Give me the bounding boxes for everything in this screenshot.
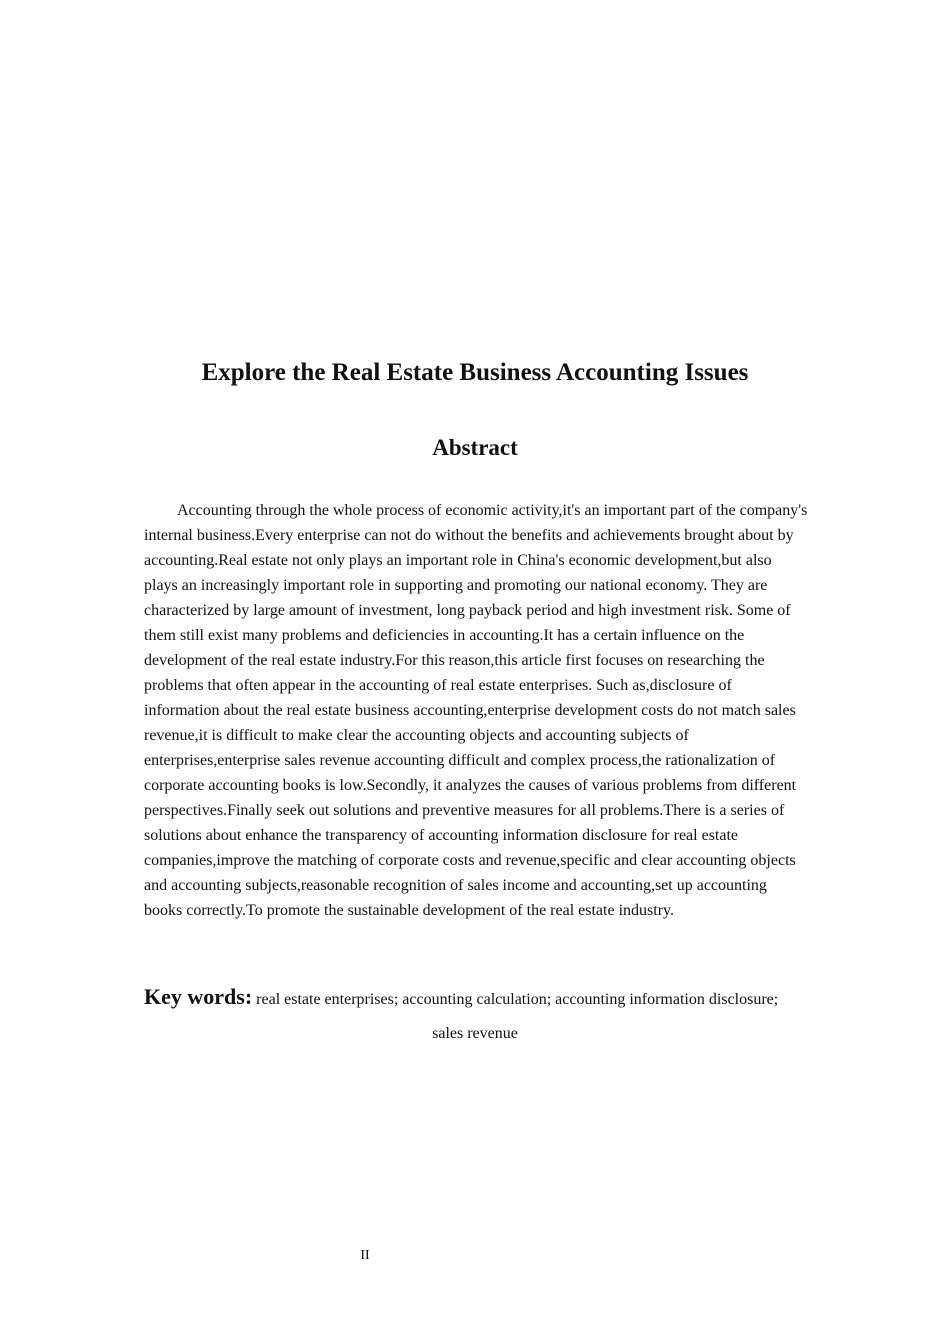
document-title: Explore the Real Estate Business Accounting Issues [201, 359, 749, 386]
page-number: II [360, 1248, 370, 1263]
keywords-label: Key words: [144, 984, 253, 1009]
abstract-heading: Abstract [432, 435, 518, 460]
keywords-section [144, 982, 814, 1015]
keywords-text: real estate enterprises; accounting calculation; accounting information disclosure; [256, 991, 779, 1008]
keywords-continuation: sales revenue [432, 1025, 518, 1042]
abstract-body: Accounting through the whole process of economic activity,it's an important part of the company's internal business.Every enterprise can not do without the benefits and achievements brought about by accounting.Real estate not only plays an important role in China's economic development,but also plays an increasingly important role in supporting and promoting our national economy. They are characterized by large amount of investment, long payback period and high investment risk. Some of them still exist many problems and deficiencies in accounting.It has a certain influence on the development of the real estate industry.For this reason,this article first focuses on researching the problems that often appear in the accounting of real estate enterprises. Such as,disclosure of information about the real estate business accounting,enterprise development costs do not match sales revenue,it is difficult to make clear the accounting objects and accounting subjects of enterprises,enterprise sales revenue accounting difficult and complex process,the rationalization of corporate accounting books is low.Secondly, it analyzes the causes of various problems from different perspectives.Finally seek out solutions and preventive measures for all problems.There is a series of solutions about enhance the transparency of accounting information disclosure for real estate companies,improve the matching of corporate costs and revenue,specific and clear accounting objects and accounting subjects,reasonable recognition of sales income and accounting,set up accounting books correctly.To promote the sustainable development of the real estate industry. [144, 502, 808, 919]
